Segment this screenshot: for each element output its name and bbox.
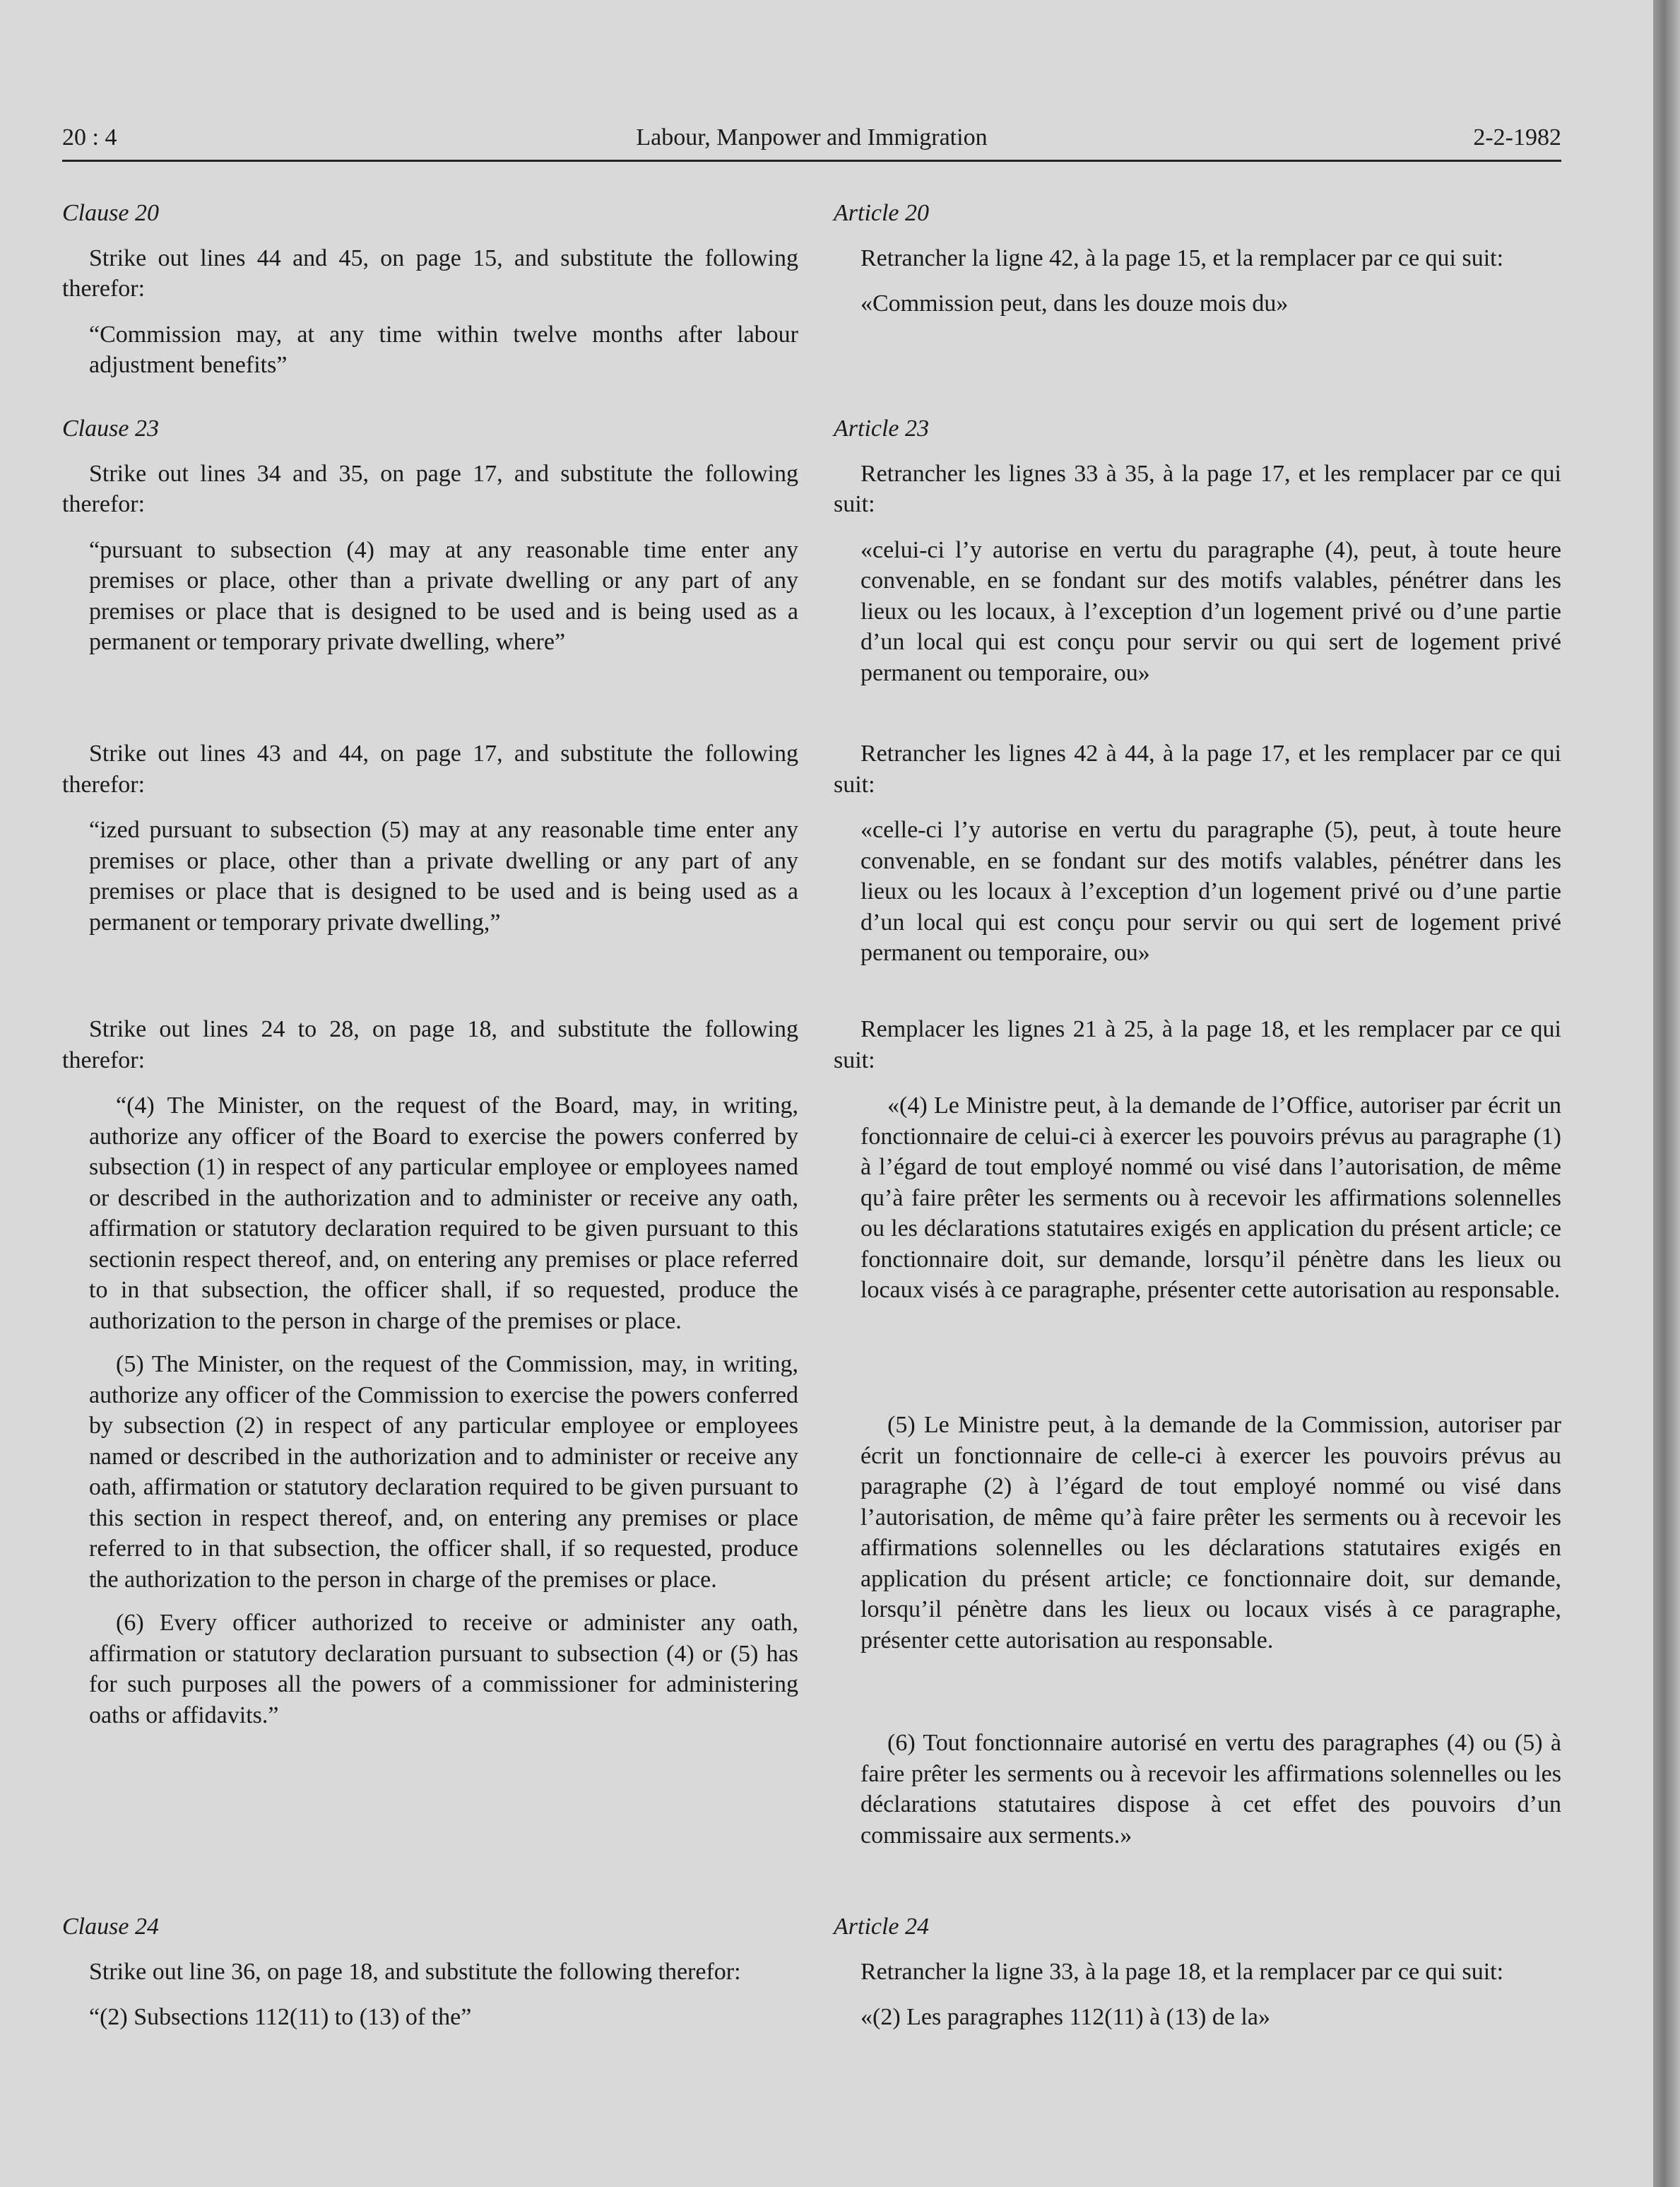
clause-24-section: [62, 1911, 798, 2033]
amendment-instruction: Retrancher la ligne 42, à la page 15, et la remplacer par ce qui suit:: [860, 244, 1504, 271]
page-number: 20 : 4: [62, 124, 117, 151]
running-header: [62, 124, 1561, 162]
article-heading: Article 20: [834, 200, 930, 226]
clause-heading: Clause 20: [62, 200, 159, 226]
amendment-text: “ized pursuant to subsection (5) may at any reasonable time enter any premises or place, other than a private dwelling or any part of any premises or place that is designed to be used and is being used as a permanent or temporary private dwelling,”: [89, 817, 798, 936]
article-20-section: [834, 198, 1561, 319]
article-heading: Article 24: [834, 1914, 930, 1940]
amendment-text: «Commission peut, dans les douze mois du»: [860, 290, 1289, 317]
article-heading: Article 23: [834, 415, 930, 442]
clause-23-amendment-3: [62, 1014, 798, 1731]
publication-title: Labour, Manpower and Immigration: [636, 124, 988, 151]
subsection-6-text: (6) Tout fonctionnaire autorisé en vertu des paragraphes (4) ou (5) à faire prêter les serments ou à recevoir les affirmations solennelles ou les déclarations statutaires dispose à cet effet des pouvoirs d’un commissaire aux serments.»: [860, 1730, 1561, 1849]
amendment-instruction: Strike out lines 34 and 35, on page 17, and substitute the following therefor:: [62, 460, 798, 517]
article-24-section: [834, 1911, 1561, 2033]
amendment-instruction: Strike out lines 24 to 28, on page 18, and substitute the following therefor:: [62, 1016, 798, 1073]
clause-23-amendment-2: [62, 738, 798, 938]
amendment-instruction: Remplacer les lignes 21 à 25, à la page 18, et les remplacer par ce qui suit:: [834, 1016, 1561, 1073]
amendment-text: «(2) Les paragraphes 112(11) à (13) de la»: [860, 2004, 1270, 2030]
amendment-text: “pursuant to subsection (4) may at any reasonable time enter any premises or place, other than a private dwelling or any part of any premises or place that is designed to be used and is being used as a permanent or temporary private dwelling, where”: [89, 536, 798, 655]
amendment-instruction: Retrancher les lignes 42 à 44, à la page 17, et les remplacer par ce qui suit:: [834, 741, 1561, 798]
subsection-4-text: «(4) Le Ministre peut, à la demande de l’Office, autoriser par écrit un fonctionnaire de celui-ci à exercer les pouvoirs prévus au paragraphe (1) à l’égard de tout employé nommé ou visé dans l’autorisation, de même qu’à faire prêter les serments ou à recevoir les affirmations solennelles ou les déclarations statutaires exigés en application du présent article; ce fonctionnaire doit, sur demande, lorsqu’il pénètre dans les lieux ou locaux visés à ce paragraphe, présenter cette autorisation au responsable.: [860, 1092, 1561, 1303]
amendment-instruction: Strike out line 36, on page 18, and substitute the following therefor:: [89, 1958, 741, 1985]
amendment-text: “(2) Subsections 112(11) to (13) of the”: [89, 2004, 472, 2030]
amendment-text: «celui-ci l’y autorise en vertu du paragraphe (4), peut, à toute heure convenable, en se fondant sur des motifs valables, pénétrer dans les lieux ou les locaux, à l’exception d’un logement privé ou d’une partie d’un local qui est conçu pour servir ou qui sert de logement privé permanent ou temporaire, ou»: [860, 536, 1561, 686]
clause-20-section: [62, 198, 798, 381]
amendment-instruction: Strike out lines 43 and 44, on page 17, and substitute the following therefor:: [62, 741, 798, 798]
article-23-subsection-6: [834, 1728, 1561, 1851]
amendment-instruction: Retrancher les lignes 33 à 35, à la page 17, et les remplacer par ce qui suit:: [834, 460, 1561, 517]
article-23-amendment-2: [834, 738, 1561, 969]
amendment-instruction: Strike out lines 44 and 45, on page 15, and substitute the following therefor:: [62, 244, 798, 302]
clause-23-section: [62, 413, 798, 658]
subsection-5-text: (5) The Minister, on the request of the Commission, may, in writing, authorize any officer of the Commission to exercise the powers conferred by subsection (2) in respect of any particular employee or employees named or described in the authorization and to administer or receive any oath, affirmation or statutory declaration required to be given pursuant to this section in respect thereof, and, on entering any premises or place referred to in that subsection, the officer shall, if so requested, produce the authorization to the person in charge of the premises or place.: [89, 1351, 798, 1593]
issue-date: 2-2-1982: [1473, 124, 1561, 151]
article-23-amendment-3: [834, 1014, 1561, 1306]
amendment-text: “Commission may, at any time within twelve months after labour adjustment benefits”: [89, 321, 798, 378]
amendment-text: «celle-ci l’y autorise en vertu du paragraphe (5), peut, à toute heure convenable, en se fondant sur des motifs valables, pénétrer dans les lieux ou les locaux à l’exception d’un logement privé ou d’une partie d’un local qui est conçu pour servir ou qui sert de logement privé permanent ou temporaire, ou»: [860, 817, 1561, 966]
article-23-section: [834, 413, 1561, 688]
page-edge-shadow: [1653, 0, 1680, 2187]
subsection-6-text: (6) Every officer authorized to receive or administer any oath, affirmation or statutory declaration pursuant to subsection (4) or (5) has for such purposes all the powers of a commissioner for administering oaths or affidavits.”: [89, 1610, 798, 1728]
article-23-subsection-5: [834, 1410, 1561, 1656]
subsection-4-text: “(4) The Minister, on the request of the Board, may, in writing, authorize any officer of the Board to exercise the powers conferred by subsection (1) in respect of any particular employee or employees named or described in the authorization and to administer or receive any oath, affirmation or statutory declaration required to be given pursuant to this sectionin respect thereof, and, on entering any premises or place referred to in that subsection, the officer shall, if so requested, produce the authorization to the person in charge of the premises or place.: [89, 1092, 798, 1334]
clause-heading: Clause 24: [62, 1914, 159, 1940]
amendment-instruction: Retrancher la ligne 33, à la page 18, et la remplacer par ce qui suit:: [860, 1958, 1504, 1985]
subsection-5-text: (5) Le Ministre peut, à la demande de la Commission, autoriser par écrit un fonctionnaire de celle-ci à exercer les pouvoirs prévus au paragraphe (2) à l’égard de tout employé nommé ou visé dans l’autorisation, de même qu’à faire prêter les serments ou à recevoir les affirmations solennelles ou les déclarations statutaires exigés en application du présent article; ce fonctionnaire doit, sur demande, lorsqu’il pénètre dans les lieux ou locaux visés à ce paragraphe, présenter cette autorisation au responsable.: [860, 1412, 1561, 1653]
clause-heading: Clause 23: [62, 415, 159, 442]
